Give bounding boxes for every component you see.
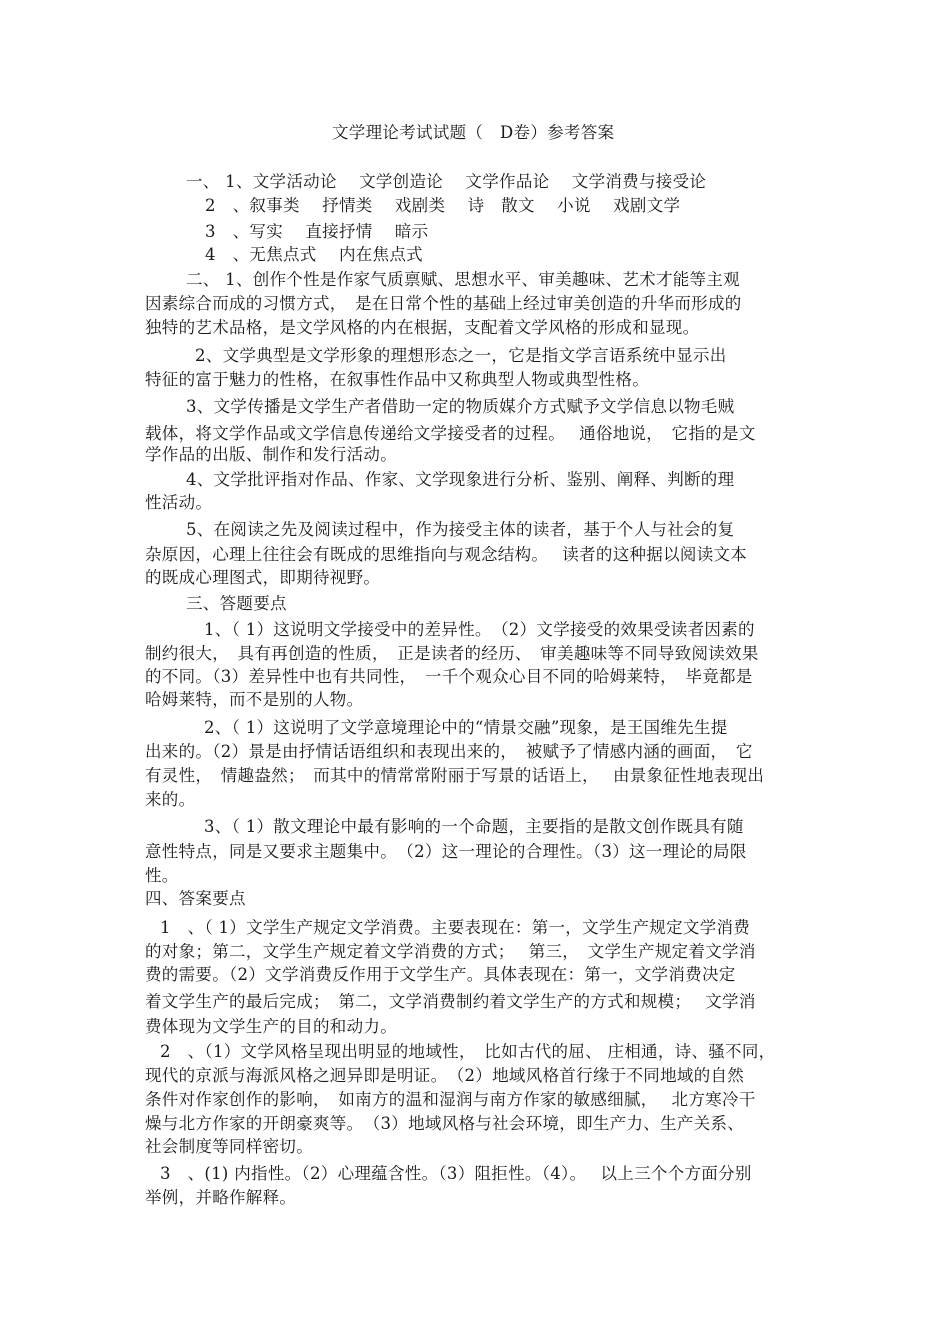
text-line: 5、在阅读之先及阅读过程中，作为接受主体的读者，基于个人与社会的复	[186, 520, 735, 539]
text-line: 燥与北方作家的开朗豪爽等。 （3）地域风格与社会环境，即生产力、生产关系、	[145, 1114, 745, 1133]
text-line: 的既成心理图式，即期待视野。	[145, 568, 381, 587]
text-line: 着文学生产的最后完成； 第二，文学消费制约着文学生产的方式和规模； 文学消	[145, 992, 756, 1011]
text-line: 3、文学传播是文学生产者借助一定的物质媒介方式赋予文学信息以物毛贼	[186, 397, 735, 416]
text-line: 2 、（1）文学风格呈现出明显的地域性， 比如古代的屈、 庄相通，诗、骚不同，	[160, 1042, 776, 1061]
text-line: 2、（ 1）这说明了文学意境理论中的“情景交融”现象，是王国维先生提	[204, 718, 728, 737]
text-line: 制约很大， 具有再创造的性质， 正是读者的经历、 审美趣味等不同导致阅读效果	[145, 644, 759, 663]
text-line: 4 、无焦点式 内在焦点式	[205, 245, 423, 264]
text-line: 3、（ 1）散文理论中最有影响的一个命题，主要指的是散文创作既具有随	[204, 817, 744, 836]
text-line: 费体现为文学生产的目的和动力。	[145, 1017, 397, 1036]
text-line: 条件对作家创作的影响， 如南方的温和湿润与南方作家的敏感细腻， 北方寒冷干	[145, 1090, 756, 1109]
text-line: 载体，将文学作品或文学信息传递给文学接受者的过程。 通俗地说， 它指的是文	[145, 424, 756, 443]
text-line: 4、文学批评指对作品、作家、文学现象进行分析、鉴别、阐释、判断的理	[186, 470, 735, 489]
text-line: 一、 1、文学活动论 文学创造论 文学作品论 文学消费与接受论	[186, 172, 707, 191]
text-line: 特征的富于魅力的性格，在叙事性作品中又称典型人物或典型性格。	[145, 370, 649, 389]
text-line: 的不同。（3）差异性中也有共同性， 一千个观众心目不同的哈姆莱特， 毕竟都是	[145, 667, 753, 686]
text-line: 性活动。	[145, 493, 213, 512]
text-line: 3 、(1) 内指性。（2）心理蕴含性。（3）阻拒性。（4）。 以上三个个方面分别	[160, 1164, 752, 1183]
text-line: 的对象；第二，文学生产规定着文学消费的方式； 第三， 文学生产规定着文学消	[145, 942, 756, 961]
text-line: 2、文学典型是文学形象的理想形态之一，它是指文学言语系统中显示出	[195, 346, 727, 365]
text-line: 出来的。（2）景是由抒情话语组织和表现出来的， 被赋予了情感内涵的画面， 它	[145, 742, 753, 761]
text-line: 现代的京派与海派风格之迥异即是明证。 （2）地域风格首行缘于不同地域的自然	[145, 1066, 745, 1085]
text-line: 来的。	[145, 790, 196, 809]
text-line: 举例，并略作解释。	[145, 1188, 297, 1207]
text-line: 1、（ 1）这说明文学接受中的差异性。 （2）文学接受的效果受读者因素的	[204, 620, 755, 639]
text-line: 哈姆莱特，而不是别的人物。	[145, 690, 364, 709]
text-line: 有灵性， 情趣盎然； 而其中的情常常附丽于写景的话语上， 由景象征性地表现出	[145, 766, 765, 785]
text-line: 因素综合而成的习惯方式， 是在日常个性的基础上经过审美创造的升华而形成的	[145, 294, 742, 313]
text-line: 3 、写实 直接抒情 暗示	[205, 222, 429, 241]
text-line: 2 、叙事类 抒情类 戏剧类 诗 散文 小说 戏剧文学	[205, 196, 681, 215]
page-title: 文学理论考试试题（ D卷）参考答案	[332, 123, 615, 142]
text-line: 费的需要。（2）文学消费反作用于文学生产。具体表现在：第一，文学消费决定	[145, 965, 736, 984]
text-line: 1 、（ 1）文学生产规定文学消费。主要表现在：第一，文学生产规定文学消费	[160, 918, 751, 937]
text-line: 学作品的出版、制作和发行活动。	[145, 445, 397, 464]
text-line: 性。	[145, 866, 179, 885]
text-line: 独特的艺术品格，是文学风格的内在根据，支配着文学风格的形成和显现。	[145, 318, 700, 337]
text-line: 二、 1、创作个性是作家气质禀赋、思想水平、审美趣味、艺术才能等主观	[186, 270, 740, 289]
text-line: 社会制度等同样密切。	[145, 1137, 313, 1156]
section-heading: 三、答题要点	[186, 594, 287, 613]
text-line: 杂原因，心理上往往会有既成的思维指向与观念结构。 读者的这种据以阅读文本	[145, 545, 748, 564]
text-line: 意性特点，同是又要求主题集中。 （2）这一理论的合理性。（3）这一理论的局限	[145, 842, 747, 861]
section-heading: 四、答案要点	[145, 889, 246, 908]
